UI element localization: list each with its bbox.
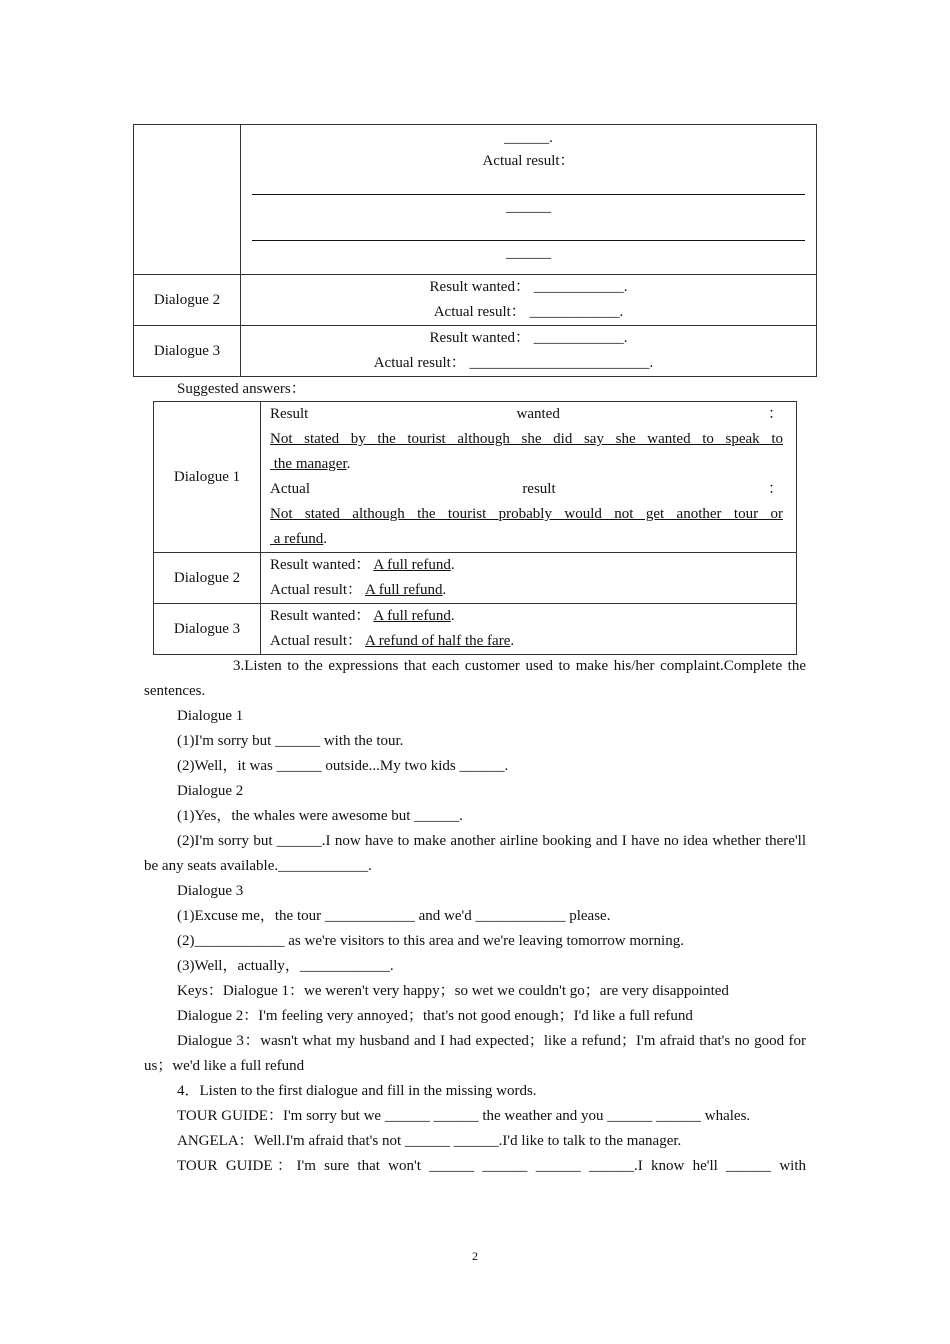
answer-text: A full refund	[373, 608, 451, 624]
label-word: Result	[270, 406, 309, 422]
sentence: (2)____________ as we're visitors to this area and we're leaving tomorrow morning.	[177, 933, 684, 949]
dialogue-2-label: Dialogue 2	[154, 553, 261, 604]
result-wanted-label: Result wanted：	[270, 557, 371, 573]
dialogue-line: ANGELA：Well.I'm afraid that's not ______ ______.I'd like to talk to the manager.	[177, 1133, 682, 1149]
blank: ______	[506, 245, 551, 261]
answer-text: a refund	[273, 531, 324, 547]
sentence: (1)Excuse me，the tour ____________ and we'd ____________ please.	[177, 908, 611, 924]
page-number: 2	[472, 1249, 478, 1263]
sentence: (1)I'm sorry but ______ with the tour.	[177, 733, 404, 749]
answer-text: the manager	[273, 456, 347, 472]
keys: Dialogue 2：I'm feeling very annoyed；that's not good enough；I'd like a full refund	[177, 1008, 693, 1024]
actual-result-label: Actual result：	[270, 633, 363, 649]
dialogue-heading: Dialogue 3	[177, 883, 244, 899]
result-wanted-label: Result wanted：	[270, 608, 371, 624]
section-4-instruction: 4．Listen to the first dialogue and fill in the missing words.	[177, 1083, 537, 1099]
answer-text: A refund of half the fare	[365, 633, 511, 649]
answer-text: Not stated by the tourist although she did say she wanted to speak to	[270, 431, 783, 447]
blank: ______	[506, 199, 551, 215]
blank: ______.	[504, 130, 553, 146]
dialogue-3-label: Dialogue 3	[134, 326, 241, 377]
label-word: result	[522, 481, 556, 497]
dialogue-1-cell	[134, 125, 241, 275]
dialogue-heading: Dialogue 2	[177, 783, 244, 799]
keys: Keys：Dialogue 1：we weren't very happy；so wet we couldn't go；are very disappointed	[177, 983, 729, 999]
dialogue-line: TOUR GUIDE：I'm sure that won't ______ ______ ______ ______.I know he'll ______ with	[177, 1158, 806, 1174]
exercise-body	[144, 654, 806, 1179]
answers-table: Dialogue 1 Result wanted ： Not stated by the tourist although she did say she wanted to speak to the manager. Actual result ： Not stated although the tourist probably would not get another tour or a refund. Dialogue 2 Result wanted： A full refund. Actual result： A full refund. Dialogue 3 Result wanted： A full refund. Actual result： A refund of half the fare.	[153, 401, 797, 655]
sentence: (1)Yes，the whales were awesome but ______.	[177, 808, 463, 824]
result-wanted: Result wanted： ____________.	[429, 330, 628, 346]
dialogue-1-answer-cell	[241, 125, 817, 275]
sentence: (2)Well，it was ______ outside...My two kids ______.	[177, 758, 509, 774]
result-wanted: Result wanted： ____________.	[429, 279, 628, 295]
sentence: (2)I'm sorry but ______.I now have to make another airline booking and I have no idea whether there'll be any seats available.____________.	[144, 833, 806, 874]
colon: ：	[767, 406, 783, 422]
exercise-table	[133, 124, 817, 377]
label-word: wanted	[516, 406, 560, 422]
actual-result-label: Actual result：	[270, 582, 363, 598]
dialogue-2-label: Dialogue 2	[134, 275, 241, 326]
answer-text: A full refund	[365, 582, 443, 598]
answer-text: Not stated although the tourist probably would not get another tour or	[270, 506, 783, 522]
actual-result: Actual result： ____________.	[433, 304, 624, 320]
dialogue-1-answers: Result wanted ： Not stated by the tourist although she did say she wanted to speak to the manager. Actual result ： Not stated although the tourist probably would not get another tour or a refund.	[261, 402, 797, 553]
answer-text: A full refund	[373, 557, 451, 573]
dialogue-1-label: Dialogue 1	[154, 402, 261, 553]
dialogue-3-label: Dialogue 3	[154, 604, 261, 655]
dialogue-line: TOUR GUIDE：I'm sorry but we ______ ______ the weather and you ______ ______ whales.	[177, 1108, 751, 1124]
actual-result-label: Actual result：	[482, 153, 575, 169]
sentence: (3)Well，actually，____________.	[177, 958, 394, 974]
actual-result: Actual result： ________________________.	[373, 355, 654, 371]
dialogue-heading: Dialogue 1	[177, 708, 244, 724]
keys: Dialogue 3：wasn't what my husband and I had expected；like a refund；I'm afraid that's no good for us；we'd like a full refund	[144, 1033, 806, 1074]
suggested-answers-label: Suggested answers：	[177, 381, 306, 397]
section-3-instruction: 3.Listen to the expressions that each customer used to make his/her complaint.Complete the sentences.	[144, 658, 806, 699]
label-word: Actual	[270, 481, 310, 497]
colon: ：	[767, 481, 783, 497]
